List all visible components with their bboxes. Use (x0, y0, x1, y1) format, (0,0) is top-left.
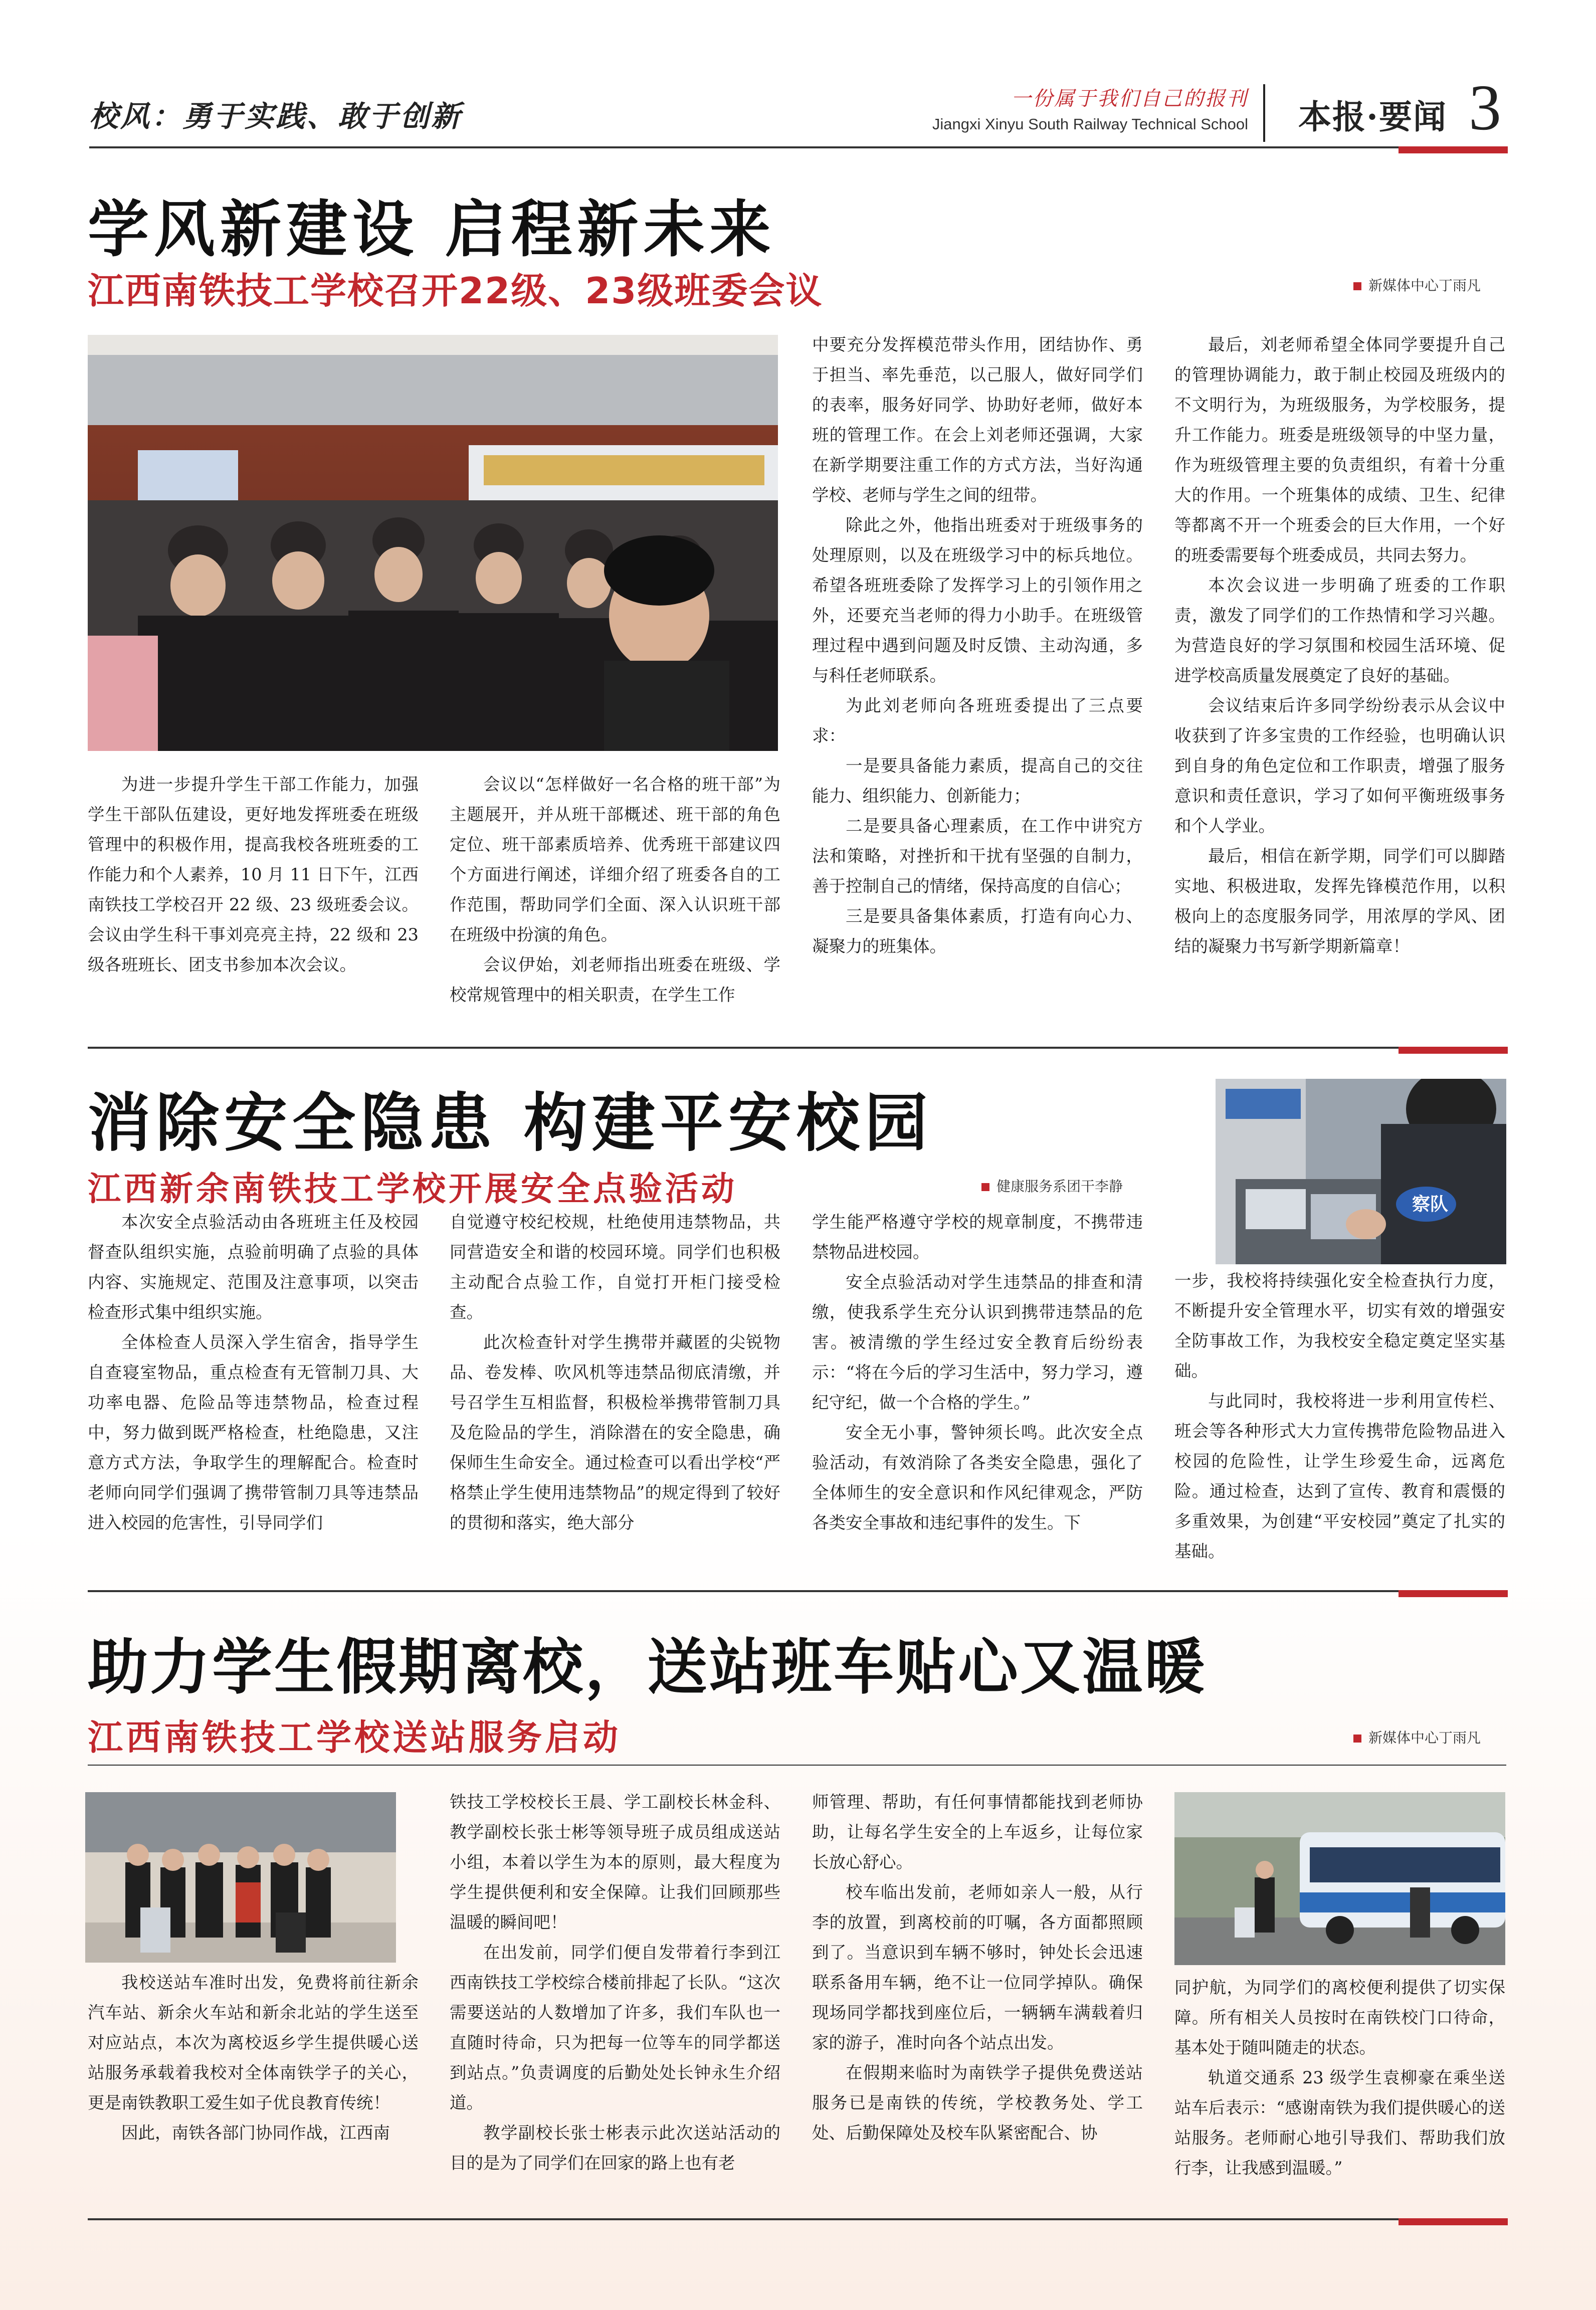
article2-column-1 (88, 1207, 419, 1538)
article3-col3-paragraph: 校车临出发前，老师如亲人一般，从行李的放置，到离校前的叮嘱，各方面都照顾到了。当意识到车辆不够时，钟处长会迅速联系备用车辆，绝不让一位同学掉队。确保现场同学都找到座位后，一辆辆车满载着归家的游子，准时向各个站点出发。 (812, 1882, 1143, 2052)
article2-col3-paragraph: 安全无小事，警钟须长鸣。此次安全点验活动，有效消除了各类安全隐患，强化了全体师生的安全意识和作风纪律观念，严防各类安全事故和违纪事件的发生。下 (812, 1423, 1143, 1532)
footer-rule (88, 2218, 1506, 2220)
article1-col3-paragraph: 中要充分发挥模范带头作用，团结协作、勇于担当、率先垂范，以己服人，做好同学们的表率，服务好同学、协助好老师，做好本班的管理工作。在会上刘老师还强调，大家在新学期要注重工作的方式方法，当好沟通学校、老师与学生之间的纽带。 (812, 335, 1143, 505)
article1-col3-paragraph: 一是要具备能力素质，提高自己的交往能力、组织能力、创新能力； (812, 756, 1143, 806)
students-photo-illustration (85, 1792, 396, 1963)
article1-col3-paragraph: 为此刘老师向各班班委提出了三点要求： (812, 696, 1143, 745)
article3-col1-paragraph: 我校送站车准时出发，免费将前往新余汽车站、新余火车站和新余北站的学生送至对应站点，本次为离校返乡学生提供暖心送站服务承载着我校对全体南铁学子的关心，更是南铁教职工爱生如子优良教育传统！ (88, 1973, 419, 2112)
article2-subtitle: 江西新余南铁技工学校开展安全点验活动 (88, 1170, 737, 1208)
article3-col2-paragraph: 教学副校长张士彬表示此次送站活动的目的是为了同学们在回家的路上也有老 (450, 2123, 780, 2173)
article1-col2-paragraph: 会议伊始，刘老师指出班委在班级、学校常规管理中的相关职责，在学生工作 (450, 955, 780, 1005)
article2-col3-paragraph: 学生能严格遵守学校的规章制度，不携带违禁物品进校园。 (812, 1212, 1143, 1262)
article1-title: 学风新建设 启程新未来 (88, 194, 776, 265)
article3-byline-text: 新媒体中心丁雨凡 (1368, 1729, 1481, 1746)
article1-column-3 (812, 330, 1143, 961)
article2-title: 消除安全隐患 构建平安校园 (88, 1086, 933, 1160)
article1-col4-paragraph: 本次会议进一步明确了班委的工作职责，激发了同学们的工作热情和学习兴趣。为营造良好的学习氛围和校园生活环境、促进学校高质量发展奠定了良好的基础。 (1174, 575, 1505, 685)
article1-col4-paragraph: 最后，刘老师希望全体同学要提升自己的管理协调能力，敢于制止校园及班级内的不文明行为，为班级服务，为学校服务，提升工作能力。班委是班级领导的中坚力量，作为班级管理主要的负责组织，有着十分重大的作用。一个班集体的成绩、卫生、纪律等都离不开一个班委会的巨大作用，一个好的班委需要每个班委成员，共同去努力。 (1174, 335, 1505, 565)
article3-col3-paragraph: 师管理、帮助，有任何事情都能找到老师协助，让每名学生安全的上车返乡，让每位家长放心舒心。 (812, 1792, 1143, 1872)
article3-subtitle-rule (88, 1765, 1506, 1766)
article3-col3-paragraph: 在假期来临时为南铁学子提供免费送站服务已是南铁的传统，学校教务处、学工处、后勤保障处及校车队紧密配合、协 (812, 2063, 1143, 2143)
article1-col3-paragraph: 二是要具备心理素质，在工作中讲究方法和策略，对挫折和干扰有坚强的自制力，善于控制自己的情绪，保持高度的自信心； (812, 816, 1143, 896)
article2-col4-paragraph: 一步，我校将持续强化安全检查执行力度，不断提升安全管理水平，切实有效的增强安全防事故工作，为我校安全稳定奠定坚实基础。 (1174, 1271, 1505, 1381)
header-red-bar (1399, 146, 1508, 153)
article3-column-3 (812, 1787, 1143, 2148)
article2-col2-paragraph: 自觉遵守校纪校规，杜绝使用违禁物品，共同营造安全和谐的校园环境。同学们也积极主动配合点验工作，自觉打开柜门接受检查。 (450, 1212, 780, 1322)
article2-col1-paragraph: 本次安全点验活动由各班班主任及校园督查队组织实施，点验前明确了点验的具体内容、实施规定、范围及注意事项，以突击检查形式集中组织实施。 (88, 1212, 419, 1322)
byline-marker-icon (981, 1183, 989, 1191)
article2-col3-paragraph: 安全点验活动对学生违禁品的排查和清缴，使我系学生充分认识到携带违禁品的危害。被清缴的学生经过安全教育后纷纷表示：“将在今后的学习生活中，努力学习，遵纪守纪，做一个合格的学生。” (812, 1272, 1143, 1412)
article1-meeting-photo (88, 335, 778, 751)
section-red-bar (1399, 1590, 1508, 1597)
header-divider (1263, 84, 1265, 142)
article1-column-1 (88, 769, 419, 980)
article2-column-4 (1174, 1266, 1505, 1567)
article3-subtitle: 江西南铁技工学校送站服务启动 (88, 1717, 621, 1758)
section-rule (88, 1047, 1506, 1049)
section-rule (88, 1590, 1506, 1592)
article3-bus-photo (1174, 1792, 1505, 1965)
footer-red-bar (1399, 2218, 1508, 2225)
article1-col3-paragraph: 除此之外，他指出班委对于班级事务的处理原则，以及在班级学习中的标兵地位。希望各班班委除了发挥学习上的引领作用之外，还要充当老师的得力小助手。在班级管理过程中遇到问题及时反馈、主动沟通，多与科任老师联系。 (812, 515, 1143, 685)
byline-marker-icon (1353, 282, 1361, 290)
school-motto: 校风：勇于实践、敢于创新 (89, 99, 463, 133)
newspaper-slogan: 一份属于我们自己的报刊 (1011, 87, 1248, 110)
article2-inspection-photo (1216, 1079, 1506, 1264)
article1-byline (1353, 275, 1481, 295)
article3-byline (1353, 1727, 1481, 1747)
article1-col4-paragraph: 最后，相信在新学期，同学们可以脚踏实地、积极进取，发挥先锋模范作用，以积极向上的态度服务同学，用浓厚的学风、团结的凝聚力书写新学期新篇章！ (1174, 846, 1505, 956)
section-name: 本报·要闻 (1298, 97, 1447, 136)
article3-col4-paragraph: 轨道交通系 23 级学生袁柳豪在乘坐送站车后表示：“感谢南铁为我们提供暖心的送站服务。老师耐心地引导我们、帮助我们放行李，让我感到温暖。” (1174, 2068, 1505, 2178)
page-number: 3 (1469, 72, 1501, 144)
article3-col2-paragraph: 在出发前，同学们便自发带着行李到江西南铁技工学校综合楼前排起了长队。“这次需要送站的人数增加了许多，我们车队也一直随时待命，只为把每一位等车的同学都送到站点。”负责调度的后勤处处长钟永生介绍道。 (450, 1943, 780, 2112)
article1-col1-paragraph: 为进一步提升学生干部工作能力，加强学生干部队伍建设，更好地发挥班委在班级管理中的积极作用，提高我校各班班委的工作能力和个人素养，10 月 11 日下午，江西南铁技工学校召开 22 级、23 级班委会议。会议由学生科干事刘亮亮主持，22 级和 23 级各班班长、团支书参加本次会议。 (88, 775, 419, 975)
article3-column-1 (88, 1968, 419, 2148)
article3-col1-paragraph: 因此，南铁各部门协同作战，江西南 (121, 2123, 390, 2143)
article1-byline-text: 新媒体中心丁雨凡 (1368, 277, 1481, 294)
armband-text: 察队 (1412, 1194, 1449, 1215)
section-red-bar (1399, 1047, 1508, 1054)
article2-column-2 (450, 1207, 780, 1538)
article3-column-4 (1174, 1973, 1505, 2183)
article3-column-2 (450, 1787, 780, 2178)
article3-title: 助力学生假期离校，送站班车贴心又温暖 (88, 1633, 1207, 1702)
article2-col4-paragraph: 与此同时，我校将进一步利用宣传栏、班会等各种形式大力宣传携带危险物品进入校园的危险性，让学生珍爱生命，远离危险。通过检查，达到了宣传、教育和震慑的多重效果，为创建“平安校园”奠定了扎实的基础。 (1174, 1391, 1505, 1561)
article3-col2-paragraph: 铁技工学校校长王晨、学工副校长林金科、教学副校长张士彬等领导班子成员组成送站小组，本着以学生为本的原则，最大程度为学生提供便利和安全保障。让我们回顾那些温暖的瞬间吧！ (450, 1792, 780, 1932)
article1-column-2 (450, 769, 780, 1010)
article1-column-4 (1174, 330, 1505, 961)
bus-photo-illustration (1174, 1792, 1505, 1965)
article2-byline-text: 健康服务系团干李静 (996, 1178, 1123, 1195)
inspection-photo-illustration (1216, 1079, 1506, 1264)
byline-marker-icon (1353, 1735, 1361, 1743)
article2-column-3 (812, 1207, 1143, 1538)
article2-col1-paragraph: 全体检查人员深入学生宿舍，指导学生自查寝室物品，重点检查有无管制刀具、大功率电器、危险品等违禁物品，检查过程中，努力做到既严格检查，杜绝隐患，又注意方式方法，争取学生的理解配合。检查时老师向同学们强调了携带管制刀具等违禁品进入校园的危害性，引导同学们 (88, 1332, 419, 1532)
article2-byline (981, 1176, 1123, 1196)
article1-col4-paragraph: 会议结束后许多同学纷纷表示从会议中收获到了许多宝贵的工作经验，也明确认识到自身的角色定位和工作职责，增强了服务意识和责任意识，学习了如何平衡班级事务和个人学业。 (1174, 696, 1505, 836)
article3-col4-paragraph: 同护航，为同学们的离校便利提供了切实保障。所有相关人员按时在南铁校门口待命，基本处于随叫随走的状态。 (1174, 1978, 1505, 2057)
meeting-photo-illustration (88, 335, 778, 751)
header-rule (89, 146, 1508, 148)
article1-col2-paragraph: 会议以“怎样做好一名合格的班干部”为主题展开，并从班干部概述、班干部的角色定位、班干部素质培养、优秀班干部建议四个方面进行阐述，详细介绍了班委各自的工作范围，帮助同学们全面、深入认识班干部在班级中扮演的角色。 (450, 775, 780, 944)
article1-subtitle: 江西南铁技工学校召开22级、23级班委会议 (88, 270, 823, 312)
school-english-name: Jiangxi Xinyu South Railway Technical School (932, 115, 1248, 133)
article1-col3-paragraph: 三是要具备集体素质，打造有向心力、凝聚力的班集体。 (812, 906, 1143, 956)
article2-col2-paragraph: 此次检查针对学生携带并藏匿的尖锐物品、卷发棒、吹风机等违禁品彻底清缴，并号召学生互相监督，积极检举携带管制刀具及危险品的学生，消除潜在的安全隐患，确保师生生命安全。通过检查可以看出学校“严格禁止学生使用违禁物品”的规定得到了较好的贯彻和落实，绝大部分 (450, 1332, 780, 1532)
article3-students-photo (85, 1792, 396, 1963)
